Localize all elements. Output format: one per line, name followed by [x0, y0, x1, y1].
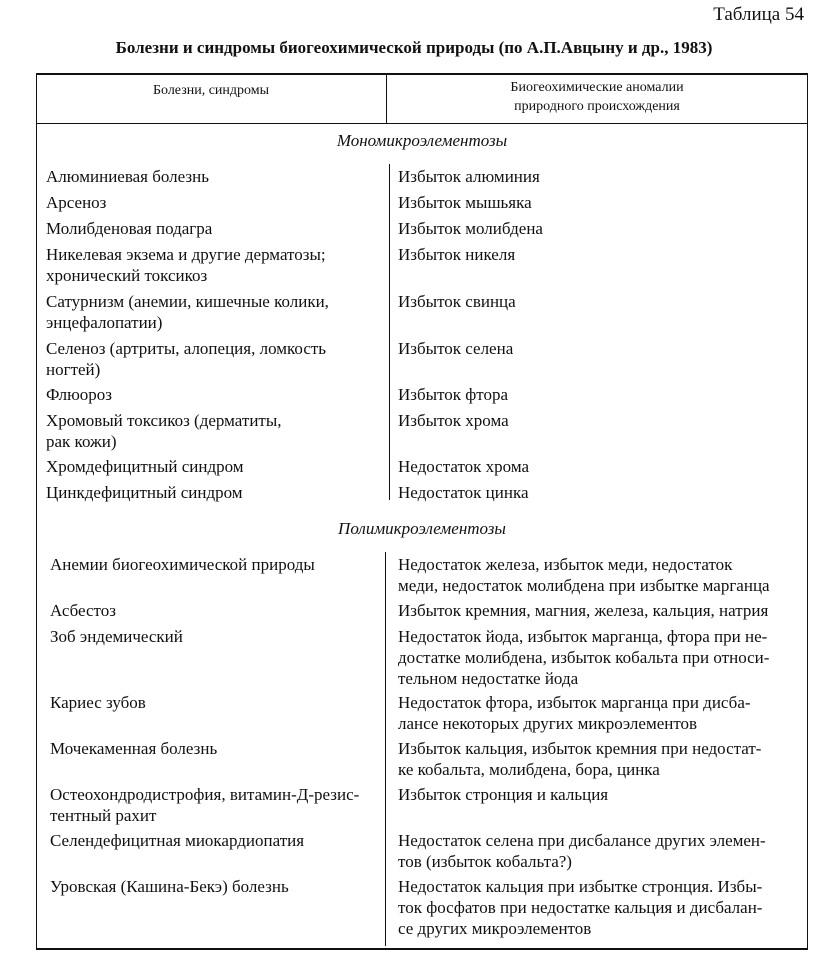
- anomaly-cell: [398, 166, 806, 187]
- anomaly-line: Избыток стронция и кальция: [398, 785, 609, 804]
- anomaly-cell: [398, 626, 806, 689]
- anomaly-line: ток фосфатов при недостатке кальция и дисбалан-: [398, 898, 763, 917]
- disease-cell: [46, 338, 376, 380]
- column-divider: [385, 552, 386, 946]
- disease-line: Асбестоз: [50, 601, 116, 620]
- anomaly-line: Недостаток хрома: [398, 457, 530, 476]
- disease-line: Уровская (Кашина-Бекэ) болезнь: [50, 877, 289, 896]
- disease-line: Кариес зубов: [50, 693, 146, 712]
- section-title: Полимикроэлементозы: [338, 519, 506, 538]
- anomaly-cell: [398, 738, 806, 780]
- disease-cell: [50, 626, 380, 647]
- anomaly-cell: [398, 192, 806, 213]
- anomaly-line: Недостаток селена при дисбалансе других элемен-: [398, 831, 766, 850]
- disease-cell: [50, 830, 380, 851]
- disease-cell: [46, 384, 376, 405]
- disease-line: Арсеноз: [46, 193, 107, 212]
- anomaly-cell: [398, 291, 806, 312]
- table-header: [36, 73, 808, 124]
- disease-line: Флюороз: [46, 385, 112, 404]
- disease-cell: [50, 600, 380, 621]
- header-anomalies-line1: Биогеохимические аномалии: [510, 80, 684, 95]
- anomaly-cell: [398, 244, 806, 265]
- disease-cell: [50, 692, 380, 713]
- column-divider: [389, 164, 390, 500]
- disease-cell: [50, 784, 380, 826]
- anomaly-line: Избыток фтора: [398, 385, 509, 404]
- disease-cell: [46, 192, 376, 213]
- disease-line: тентный рахит: [50, 806, 157, 825]
- disease-cell: [50, 876, 380, 897]
- anomaly-cell: [398, 600, 806, 621]
- disease-line: Хромовый токсикоз (дерматиты,: [46, 411, 282, 430]
- disease-cell: [50, 738, 380, 759]
- disease-line: Остеохондродистрофия, витамин-Д-резис-: [50, 785, 360, 804]
- anomaly-cell: [398, 338, 806, 359]
- disease-line: Алюминиевая болезнь: [46, 167, 209, 186]
- disease-cell: [46, 244, 376, 286]
- disease-cell: [46, 218, 376, 239]
- disease-line: ногтей): [46, 360, 101, 379]
- disease-cell: [46, 482, 376, 503]
- anomaly-line: Недостаток йода, избыток марганца, фтора при не-: [398, 627, 768, 646]
- disease-line: Селендефицитная миокардиопатия: [50, 831, 305, 850]
- anomaly-cell: [398, 830, 806, 872]
- disease-line: энцефалопатии): [46, 313, 163, 332]
- disease-cell: [46, 166, 376, 187]
- anomaly-line: тов (избыток кобальта?): [398, 852, 572, 871]
- anomaly-line: тельном недостатке йода: [398, 669, 579, 688]
- header-anomalies: [386, 73, 807, 124]
- table-number: Таблица 54: [713, 4, 804, 25]
- anomaly-line: Избыток кремния, магния, железа, кальция, натрия: [398, 601, 769, 620]
- anomaly-line: Избыток никеля: [398, 245, 516, 264]
- anomaly-line: Недостаток кальция при избытке стронция. Избы-: [398, 877, 763, 896]
- anomaly-line: се других микроэлементов: [398, 919, 592, 938]
- anomaly-line: Избыток кальция, избыток кремния при недостат-: [398, 739, 762, 758]
- table-title: Болезни и синдромы биогеохимической природы (по А.П.Авцыну и др., 1983): [115, 38, 713, 57]
- disease-line: Никелевая экзема и другие дерматозы;: [46, 245, 326, 264]
- disease-cell: [46, 410, 376, 452]
- disease-cell: [46, 291, 376, 333]
- anomaly-line: Избыток свинца: [398, 292, 516, 311]
- anomaly-line: Избыток молибдена: [398, 219, 543, 238]
- header-diseases: Болезни, синдромы: [152, 83, 270, 98]
- anomaly-cell: [398, 784, 806, 805]
- disease-line: Зоб эндемический: [50, 627, 183, 646]
- header-anomalies-line2: природного происхождения: [514, 99, 680, 114]
- disease-line: Цинкдефицитный синдром: [46, 483, 243, 502]
- anomaly-line: лансе некоторых других микроэлементов: [398, 714, 698, 733]
- anomaly-line: Недостаток железа, избыток меди, недостаток: [398, 555, 733, 574]
- disease-line: Мочекаменная болезнь: [50, 739, 218, 758]
- anomaly-line: достатке молибдена, избыток кобальта при относи-: [398, 648, 770, 667]
- anomaly-line: ке кобальта, молибдена, бора, цинка: [398, 760, 660, 779]
- section-title: Мономикроэлементозы: [336, 131, 508, 150]
- anomaly-line: Избыток селена: [398, 339, 514, 358]
- anomaly-line: Избыток мышьяка: [398, 193, 532, 212]
- disease-cell: [46, 456, 376, 477]
- anomaly-cell: [398, 218, 806, 239]
- anomaly-line: Недостаток фтора, избыток марганца при дисба-: [398, 693, 751, 712]
- disease-line: Анемии биогеохимической природы: [50, 555, 315, 574]
- disease-cell: [50, 554, 380, 575]
- anomaly-line: Избыток алюминия: [398, 167, 540, 186]
- anomaly-line: меди, недостаток молибдена при избытке марганца: [398, 576, 770, 595]
- disease-line: Сатурнизм (анемии, кишечные колики,: [46, 292, 329, 311]
- anomaly-cell: [398, 692, 806, 734]
- anomaly-cell: [398, 876, 806, 939]
- anomaly-cell: [398, 482, 806, 503]
- anomaly-cell: [398, 456, 806, 477]
- disease-line: хронический токсикоз: [46, 266, 208, 285]
- anomaly-cell: [398, 384, 806, 405]
- anomaly-cell: [398, 410, 806, 431]
- anomaly-cell: [398, 554, 806, 596]
- disease-line: рак кожи): [46, 432, 117, 451]
- disease-line: Молибденовая подагра: [46, 219, 213, 238]
- disease-line: Селеноз (артриты, алопеция, ломкость: [46, 339, 327, 358]
- anomaly-line: Недостаток цинка: [398, 483, 529, 502]
- disease-line: Хромдефицитный синдром: [46, 457, 244, 476]
- anomaly-line: Избыток хрома: [398, 411, 509, 430]
